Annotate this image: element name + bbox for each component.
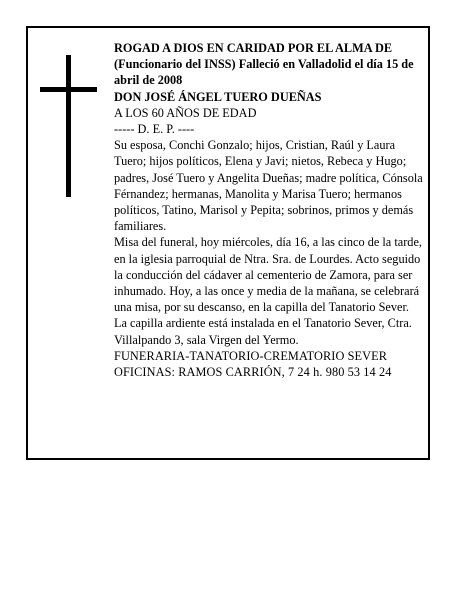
funeral-home-name: FUNERARIA-TANATORIO-CREMATORIO SEVER [114,348,388,363]
chapel-paragraph: La capilla ardiente está instalada en el Tanatorio Sever, Ctra. Villalpando 3, sala Virgen del Yermo. [114,316,412,347]
obituary-text [114,40,424,380]
rip-line: ----- D. E. P. ---- [114,122,195,137]
deceased-name: DON JOSÉ ÁNGEL TUERO DUEÑAS [114,89,322,104]
obituary-notice [26,26,430,460]
age-line: A LOS 60 AÑOS DE EDAD [114,105,257,120]
funeral-paragraph: Misa del funeral, hoy miércoles, día 16, a las cinco de la tarde, en la iglesia parroquial de Ntra. Sra. de Lourdes. Acto seguido la conducción del cádaver al cementerio de Zamora, para ser inhumado. Hoy, a las once y media de la mañana, se celebrará una misa, por su descanso, en la capilla del Tanatorio Sever. [114,235,422,315]
cross-vertical-bar [66,55,71,197]
obituary-header: ROGAD A DIOS EN CARIDAD POR EL ALMA DE (Funcionario del INSS) Falleció en Valladolid el día 15 de abril de 2008 [114,41,414,88]
cross-icon [40,55,97,197]
offices-line: OFICINAS: RAMOS CARRIÓN, 7 24 h. 980 53 14 24 [114,365,392,380]
cross-horizontal-bar [40,87,97,92]
family-paragraph: Su esposa, Conchi Gonzalo; hijos, Cristian, Raúl y Laura Tuero; hijos políticos, Elena y Javi; nietos, Rebeca y Hugo; padres, José Tuero y Angelita Dueñas; madre política, Cónsola Férnandez; hermanas, Manolita y Marisa Tuero; hermanos políticos, Tatino, Marisol y Pepita; sobrinos, primos y demás familiares. [114,138,423,234]
